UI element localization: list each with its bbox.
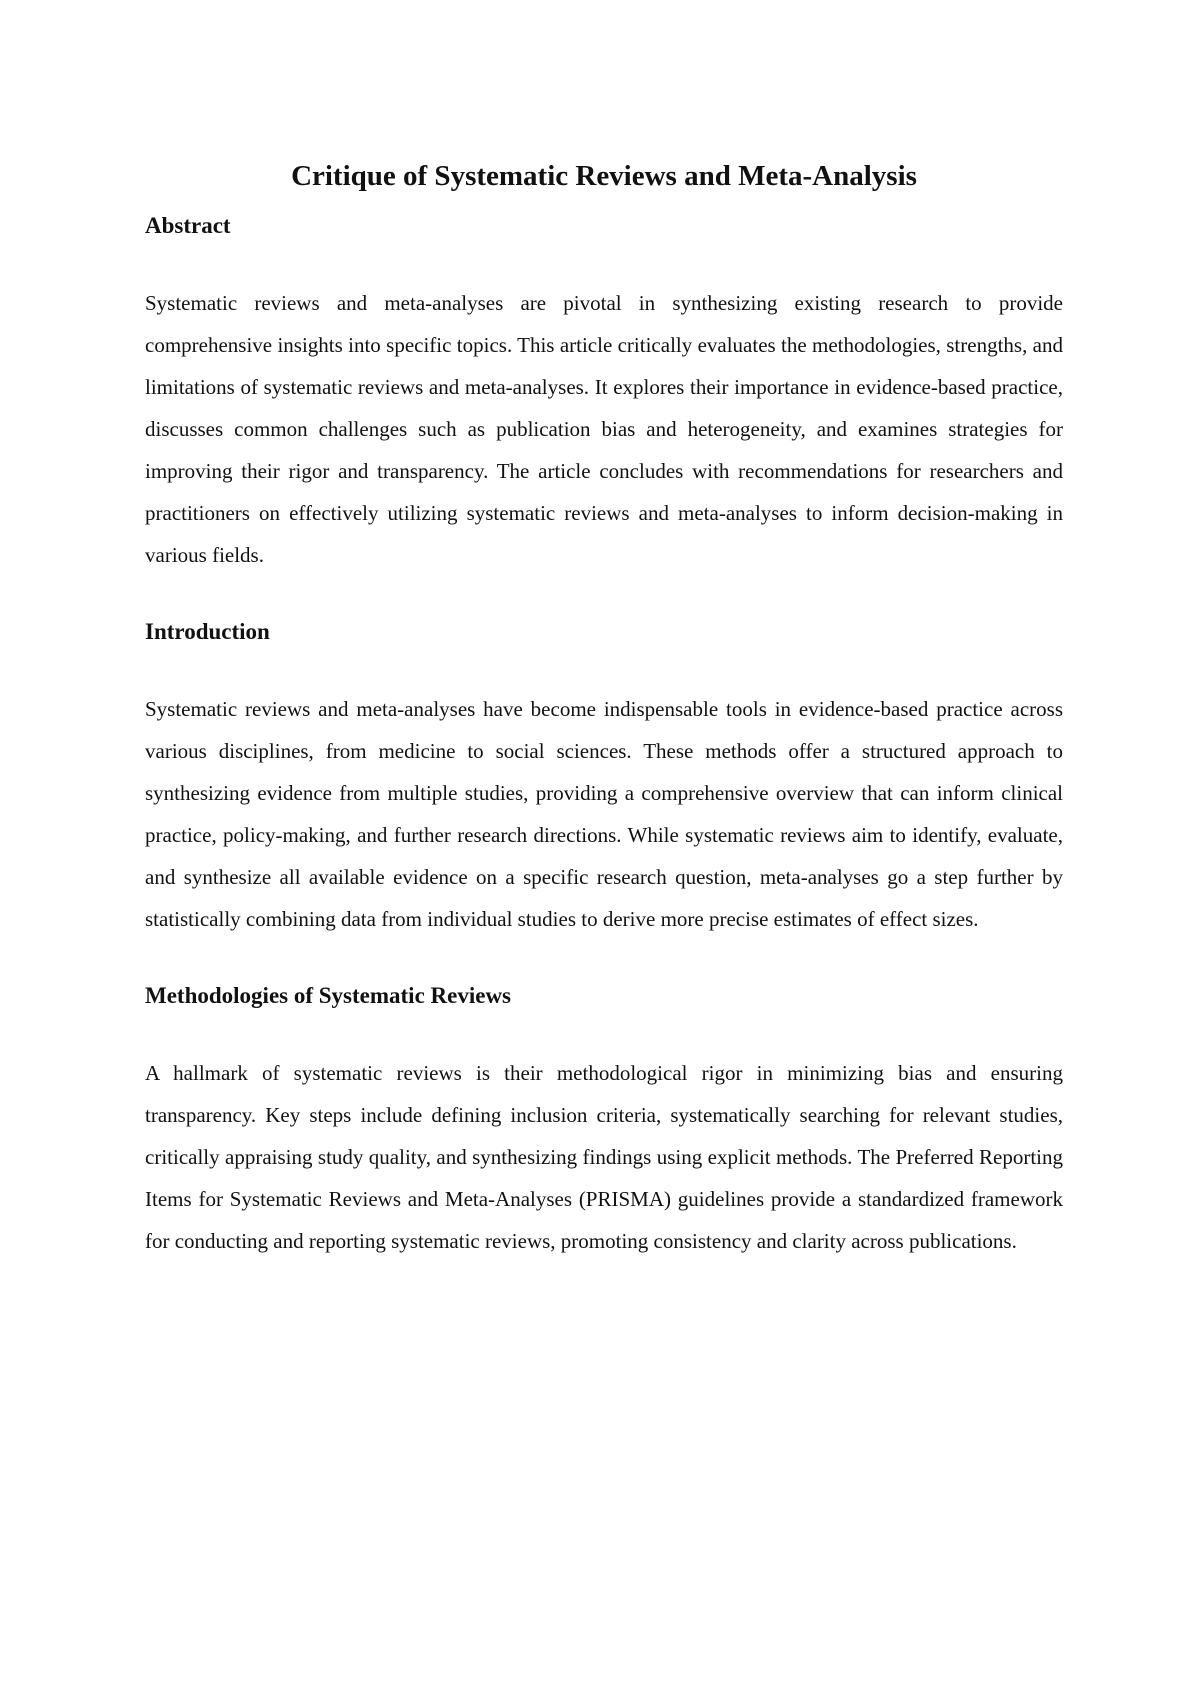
introduction-heading: Introduction: [145, 619, 270, 644]
methodologies-paragraph: A hallmark of systematic reviews is their methodological rigor in minimizing bias and ensuring transparency. Key steps include defining inclusion criteria, systematically searching for relevant studies, critically appraising study quality, and synthesizing findings using explicit methods. The Preferred Reporting Items for Systematic Reviews and Meta-Analyses (PRISMA) guidelines provide a standardized framework for conducting and reporting systematic reviews, promoting consistency and clarity across publications.: [145, 1061, 1063, 1253]
document-title: Critique of Systematic Reviews and Meta-Analysis: [291, 160, 917, 192]
methodologies-heading: Methodologies of Systematic Reviews: [145, 983, 512, 1008]
abstract-paragraph: Systematic reviews and meta-analyses are pivotal in synthesizing existing research to provide comprehensive insights into specific topics. This article critically evaluates the methodologies, strengths, and limitations of systematic reviews and meta-analyses. It explores their importance in evidence-based practice, discusses common challenges such as publication bias and heterogeneity, and examines strategies for improving their rigor and transparency. The article concludes with recommendations for researchers and practitioners on effectively utilizing systematic reviews and meta-analyses to inform decision-making in various fields.: [145, 291, 1063, 567]
introduction-paragraph: Systematic reviews and meta-analyses have become indispensable tools in evidence-based practice across various disciplines, from medicine to social sciences. These methods offer a structured approach to synthesizing evidence from multiple studies, providing a comprehensive overview that can inform clinical practice, policy-making, and further research directions. While systematic reviews aim to identify, evaluate, and synthesize all available evidence on a specific research question, meta-analyses go a step further by statistically combining data from individual studies to derive more precise estimates of effect sizes.: [145, 697, 1063, 931]
abstract-heading: Abstract: [145, 213, 231, 238]
